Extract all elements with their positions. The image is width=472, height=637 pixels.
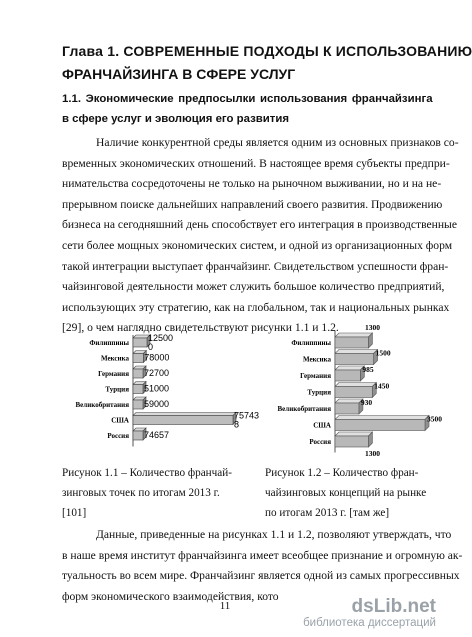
text-line: форм экономического взаимодействия, кото	[62, 589, 279, 603]
chapter-title-line-2: ФРАНЧАЙЗИНГА В СФЕРЕ УСЛУГ	[62, 66, 296, 82]
text-line: сети более мощных экономических систем, и одной из организационных форм	[62, 238, 453, 252]
bar-top	[335, 383, 376, 387]
bar	[133, 385, 143, 394]
value-label: 51000	[144, 383, 170, 394]
category-label: Германия	[300, 372, 331, 380]
franchise-concepts-chart	[265, 322, 442, 458]
bar	[133, 400, 143, 409]
value-label: 78000	[144, 352, 170, 363]
category-label: Германия	[98, 370, 129, 378]
figure-2-caption	[265, 463, 435, 523]
value-label: 1450	[374, 381, 390, 391]
bar-top	[335, 416, 429, 420]
page-number: 11	[219, 600, 231, 612]
section-title-line-2: в сфере услуг и эволюция его развития	[62, 113, 289, 125]
bar	[335, 337, 368, 348]
value-label: 1300	[365, 449, 380, 458]
section-title-line-1: 1.1. Экономические предпосылки использования франчайзинга	[62, 93, 433, 105]
category-label: Великобритания	[277, 405, 331, 413]
bar-top	[335, 366, 364, 370]
text-line: Наличие конкурентной среды является одним из основных признаков со-	[96, 136, 459, 149]
text-line: чайзинговой деятельности может служить большое количество предприятий,	[62, 280, 445, 294]
text-line: прерывном поиске дальнейших направлений своего развития. Продвижению	[62, 197, 443, 211]
value-label: 930	[360, 398, 373, 407]
text-line: Данные, приведенные на рисунках 1.1 и 1.2, позволяют утверждать, что	[96, 528, 452, 541]
value-label: 8	[234, 419, 240, 430]
bar	[335, 354, 374, 365]
category-label: Турция	[105, 385, 129, 394]
bar	[335, 436, 368, 447]
text-line: туальность во всем мире. Франчайзинг является одной из самых прогрессивных	[62, 569, 460, 583]
value-label: 12500	[148, 333, 174, 343]
category-label: Филиппины	[291, 339, 331, 347]
value-label: 59000	[144, 399, 170, 409]
bar	[335, 370, 360, 381]
value-label: 1300	[365, 323, 380, 332]
bar	[335, 387, 372, 398]
bar	[133, 338, 147, 347]
text-line: временных экономических отношений. В настоящее время субъекты предпри-	[62, 156, 450, 170]
bar-top	[335, 350, 378, 354]
value-label: 0	[148, 342, 154, 352]
value-label: 74657	[144, 430, 170, 440]
caption-line: зинговых точек по итогам 2013 г.	[62, 487, 220, 499]
caption-line: [101]	[62, 507, 87, 519]
category-label: Россия	[107, 432, 129, 440]
category-label: США	[111, 416, 129, 425]
category-label: Россия	[309, 438, 331, 446]
text-line: [29], о чем наглядно свидетельствуют рисунки 1.1 и 1.2.	[62, 321, 339, 335]
category-label: Филиппины	[89, 339, 129, 347]
value-label: 985	[362, 365, 374, 374]
category-label: Мексика	[100, 354, 129, 363]
bar	[335, 420, 425, 431]
figure-1-caption	[62, 463, 232, 523]
bar-top	[133, 413, 236, 416]
value-label: 1500	[375, 348, 391, 358]
bar-top	[335, 432, 372, 436]
caption-line: Рисунок 1.1 – Количество франчай-	[62, 467, 232, 479]
chapter-title-line-1: Глава 1. СОВРЕМЕННЫЕ ПОДХОДЫ К ИСПОЛЬЗОВАНИЮ	[62, 43, 472, 59]
category-label: США	[313, 421, 331, 430]
caption-line: по итогам 2013 г. [там же]	[265, 507, 390, 519]
text-line: бизнеса на сегодняшний день способствует его интеграция в производственные	[62, 218, 457, 232]
text-line: в наше время институт франчайзинга имеет всеобщее признание и огромную ак-	[62, 548, 463, 562]
body-paragraph-1	[62, 133, 459, 339]
bar	[335, 403, 359, 414]
category-label: Турция	[307, 388, 331, 397]
value-label: 75743	[234, 410, 260, 421]
bar-top	[335, 333, 372, 337]
caption-line: Рисунок 1.2 – Количество фран-	[265, 467, 419, 479]
bar	[133, 431, 143, 440]
chapter-title	[62, 40, 472, 86]
franchise-outlets-chart	[60, 330, 260, 450]
text-line: такой интеграции выступает франчайзинг. Свидетельством успешности фран-	[62, 259, 449, 273]
bar	[133, 416, 233, 425]
bar	[133, 354, 143, 363]
category-label: Мексика	[302, 355, 331, 364]
watermark-logo: dsLib.net	[351, 596, 436, 617]
bar	[133, 369, 143, 378]
section-title	[62, 89, 433, 129]
caption-line: чайзинговых концепций на рынке	[265, 487, 427, 499]
text-line: нимательства сосредоточены не только на рыночном выживании, но и на не-	[62, 177, 442, 191]
text-line: использующих эту стратегию, как на глобальном, так и национальных рынках	[62, 300, 450, 314]
category-label: Великобритания	[75, 401, 129, 409]
value-label: 3500	[427, 414, 442, 424]
watermark-subtitle: библиотека диссертаций	[303, 617, 436, 629]
value-label: 72700	[144, 368, 170, 378]
bar-top	[335, 399, 363, 403]
